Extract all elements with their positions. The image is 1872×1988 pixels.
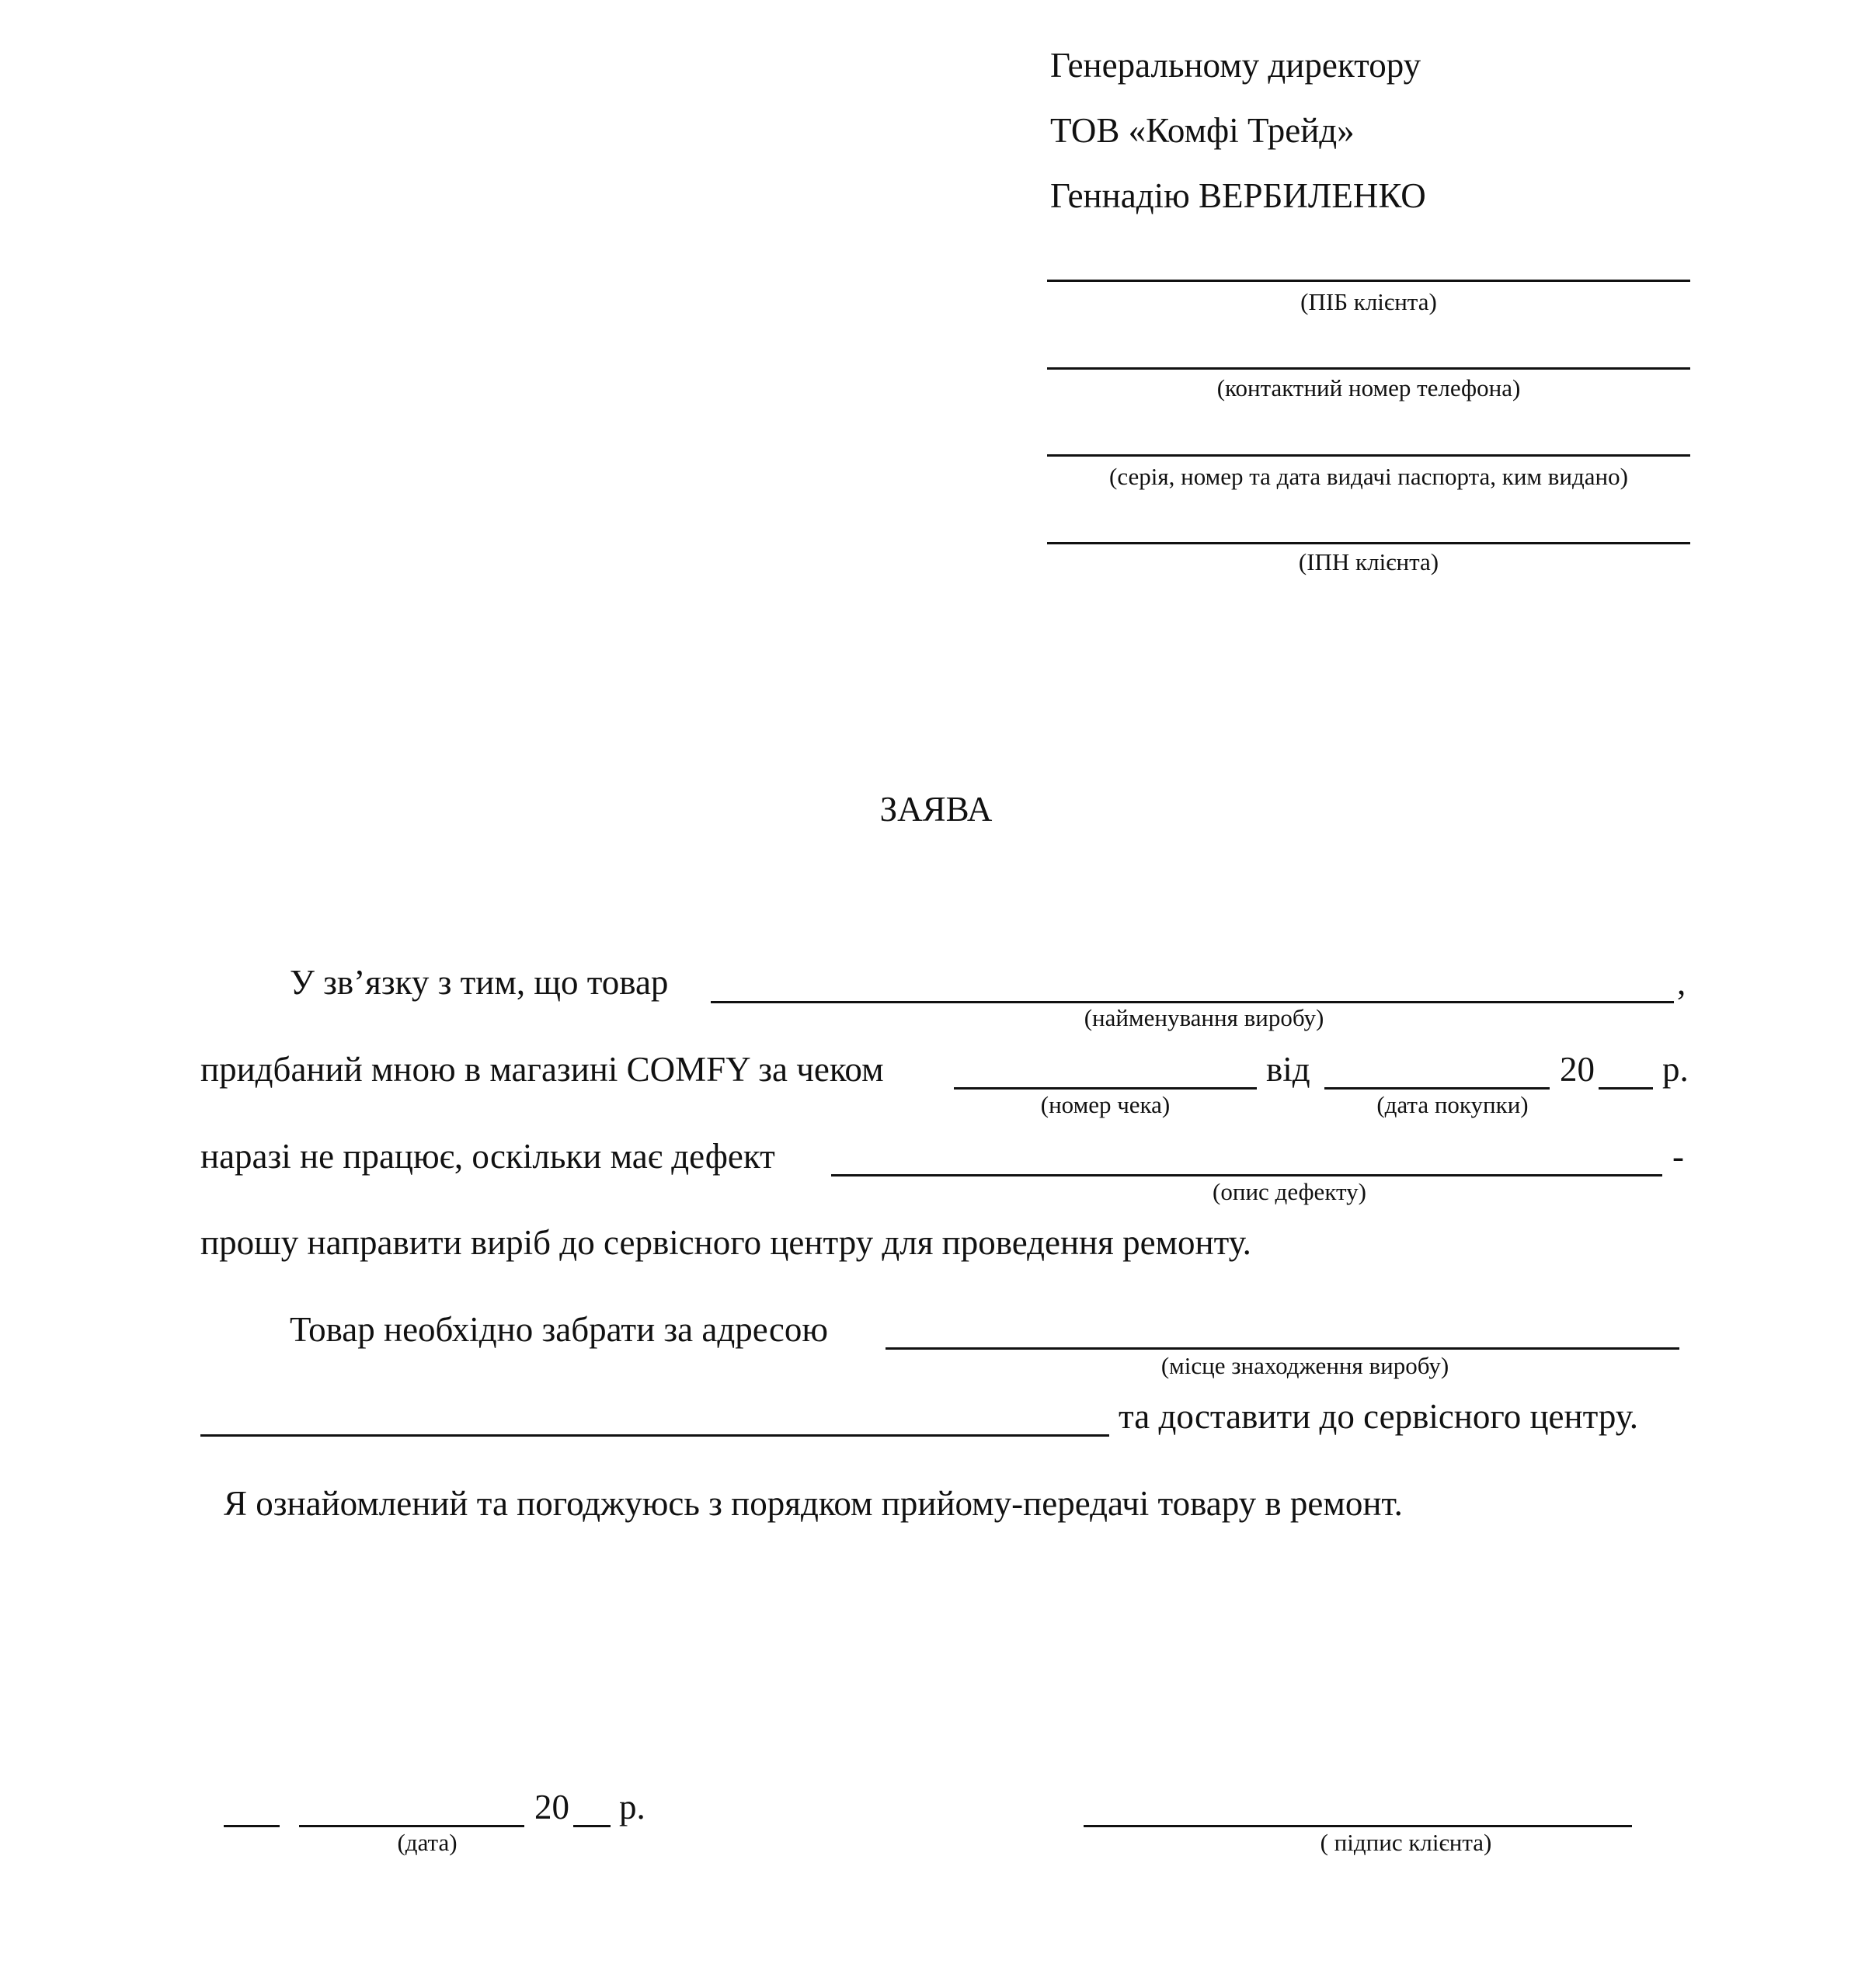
client-tax-id-caption: (ІПН клієнта) [1298, 548, 1439, 575]
p2-lead: придбаний мною в магазині COMFY за чеком [200, 1050, 884, 1089]
footer-year-prefix: 20 [534, 1788, 569, 1826]
receipt-number-field[interactable] [954, 1087, 1257, 1090]
client-name-field[interactable] [1047, 280, 1690, 282]
pickup-address-continuation-field[interactable] [200, 1434, 1109, 1437]
footer-day-field[interactable] [224, 1825, 280, 1827]
p4-text: прошу направити виріб до сервісного центру для проведення ремонту. [200, 1223, 1251, 1262]
defect-description-field[interactable] [831, 1174, 1662, 1176]
pickup-address-caption: (місце знаходження виробу) [1160, 1352, 1449, 1379]
client-passport-field[interactable] [1047, 454, 1690, 457]
addressee-line-3: Геннадію ВЕРБИЛЕНКО [1050, 176, 1426, 215]
product-name-field[interactable] [711, 1001, 1674, 1003]
product-name-caption: (найменування виробу) [1084, 1004, 1324, 1031]
p1-lead: У зв’язку з тим, що товар [290, 963, 669, 1002]
signature-field[interactable] [1084, 1825, 1632, 1827]
footer-month-field[interactable] [299, 1825, 524, 1827]
purchase-date-caption: (дата покупки) [1376, 1091, 1529, 1118]
footer-date-caption: (дата) [397, 1829, 458, 1856]
footer-year-field[interactable] [573, 1825, 611, 1827]
signature-caption: ( підпис клієнта) [1320, 1829, 1492, 1856]
p2-year-suffix: р. [1662, 1050, 1689, 1089]
purchase-date-field[interactable] [1324, 1087, 1550, 1090]
p7-text: Я ознайомлений та погоджуюсь з порядком прийому-передачі товару в ремонт. [224, 1484, 1403, 1523]
client-passport-caption: (серія, номер та дата видачі паспорта, ким видано) [1109, 463, 1628, 490]
addressee-line-1: Генеральному директору [1050, 46, 1421, 85]
footer-year-suffix: р. [619, 1788, 645, 1826]
client-phone-caption: (контактний номер телефона) [1216, 374, 1521, 401]
p2-year-prefix: 20 [1560, 1050, 1595, 1089]
p3-lead: наразі не працює, оскільки має дефект [200, 1137, 775, 1176]
defect-description-caption: (опис дефекту) [1213, 1178, 1366, 1205]
pickup-address-field[interactable] [886, 1347, 1679, 1350]
client-tax-id-field[interactable] [1047, 542, 1690, 544]
receipt-number-caption: (номер чека) [1040, 1091, 1171, 1118]
addressee-line-2: ТОВ «Комфі Трейд» [1050, 111, 1355, 150]
p2-from: від [1266, 1050, 1310, 1089]
p5-lead: Товар необхідно забрати за адресою [290, 1310, 828, 1349]
p1-comma: , [1677, 963, 1686, 1002]
client-phone-field[interactable] [1047, 367, 1690, 370]
document-title: ЗАЯВА [879, 790, 993, 829]
p6-tail: та доставити до сервісного центру. [1119, 1397, 1638, 1436]
client-name-caption: (ПІБ клієнта) [1300, 288, 1437, 315]
p3-dash: - [1672, 1137, 1684, 1176]
purchase-year-field[interactable] [1599, 1087, 1653, 1090]
